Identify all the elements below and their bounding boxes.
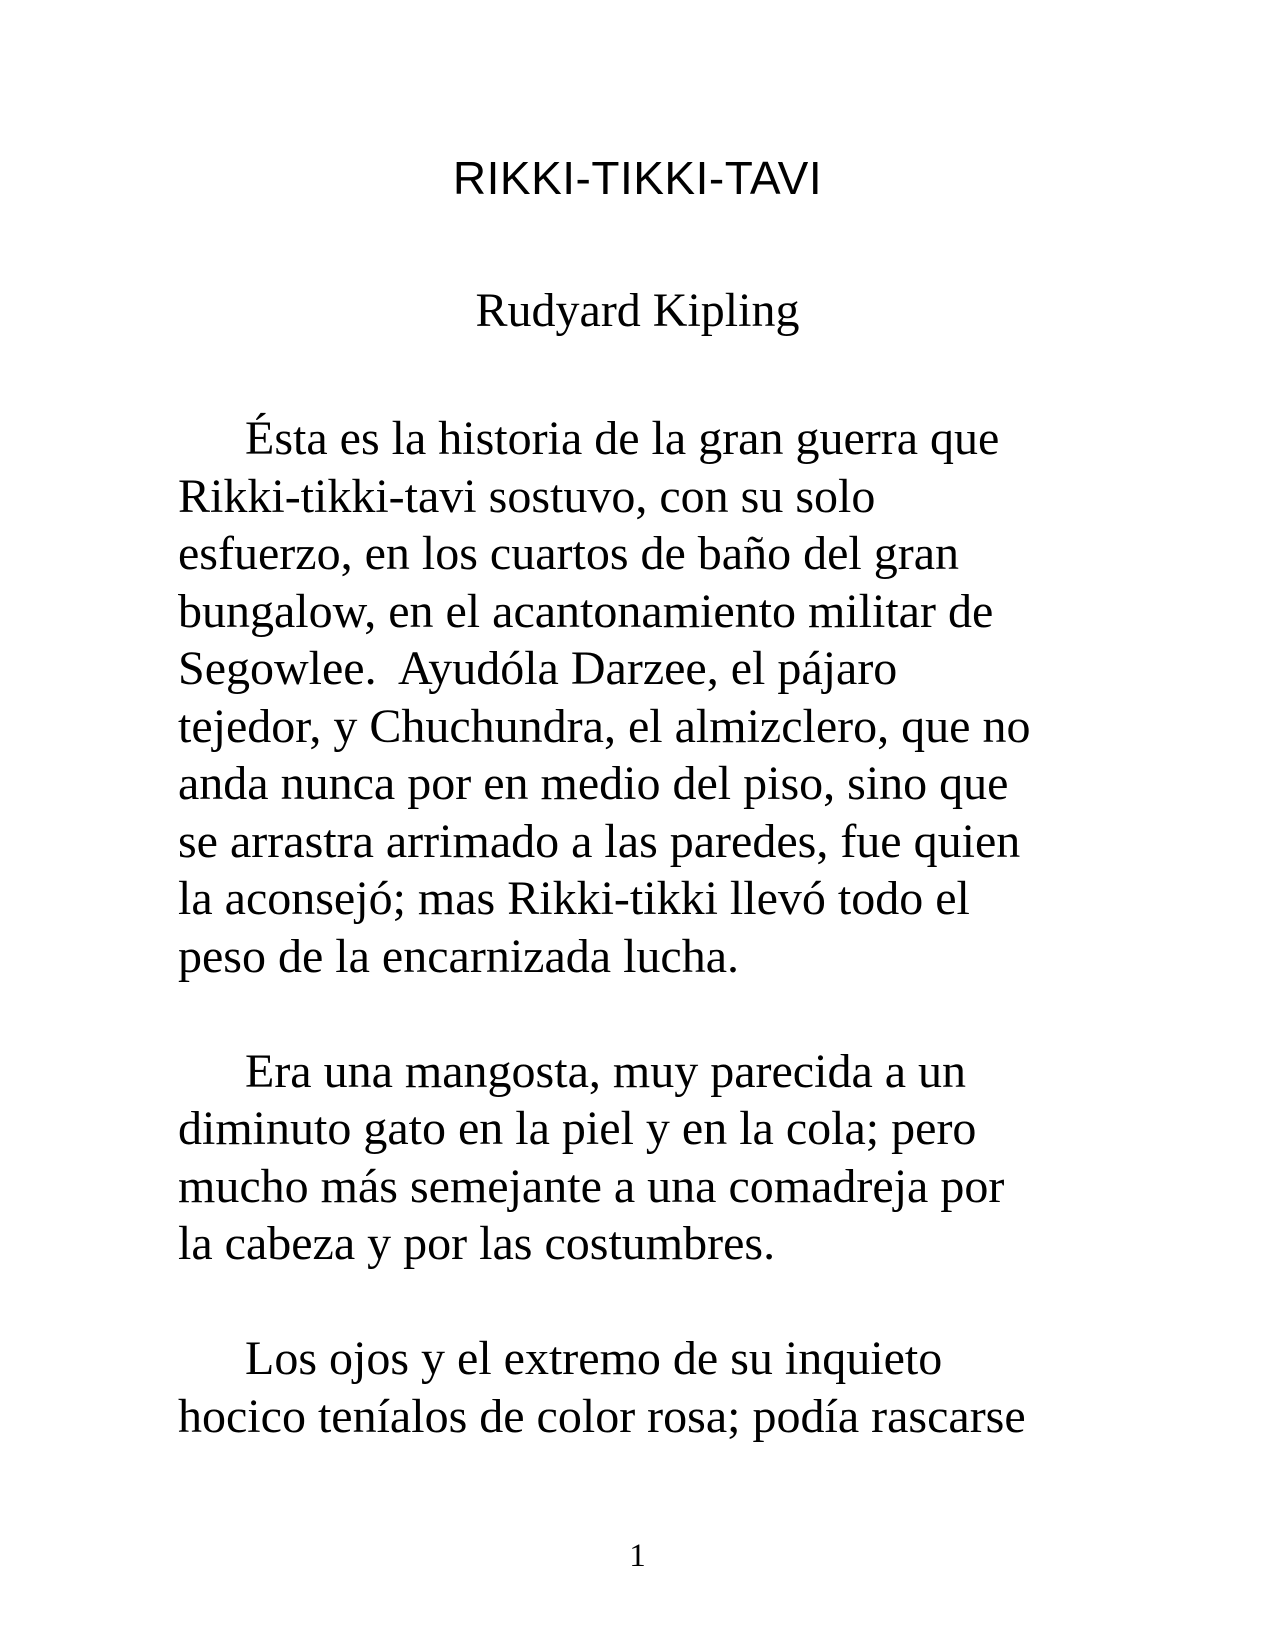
text-line: se arrastra arrimado a las paredes, fue quien [178, 814, 1021, 868]
text-line: hocico teníalos de color rosa; podía rascarse [178, 1389, 1026, 1443]
text-line: esfuerzo, en los cuartos de baño del gran [178, 527, 960, 580]
story-paragraph-1 [178, 410, 1098, 985]
page-title: RIKKI-TIKKI-TAVI [452, 152, 823, 204]
text-line: mucho más semejante a una comadreja por [178, 1159, 1005, 1213]
text-line: Ésta es la historia de la gran guerra que [245, 412, 1000, 465]
text-line: Era una mangosta, muy parecida a un [245, 1044, 967, 1098]
text-line: tejedor, y Chuchundra, el almizclero, que no [178, 699, 1031, 753]
text-line: anda nunca por en medio del piso, sino que [178, 757, 1009, 810]
story-body [178, 410, 1098, 1445]
text-line: Segowlee. Ayudóla Darzee, el pájaro [178, 642, 898, 695]
story-paragraph-3 [178, 1330, 1098, 1445]
text-line: la aconsejó; mas Rikki-tikki llevó todo el [178, 872, 970, 925]
text-line: Los ojos y el extremo de su inquieto [245, 1332, 943, 1385]
text-line: peso de la encarnizada lucha. [178, 929, 740, 983]
author-name: Rudyard Kipling [475, 284, 800, 337]
text-line: Rikki-tikki-tavi sostuvo, con su solo [178, 469, 876, 523]
page-number: 1 [629, 1538, 646, 1574]
story-paragraph-2 [178, 1043, 1098, 1273]
text-line: la cabeza y por las costumbres. [178, 1217, 776, 1270]
text-line: diminuto gato en la piel y en la cola; pero [178, 1102, 977, 1155]
text-line: bungalow, en el acantonamiento militar de [178, 584, 994, 638]
